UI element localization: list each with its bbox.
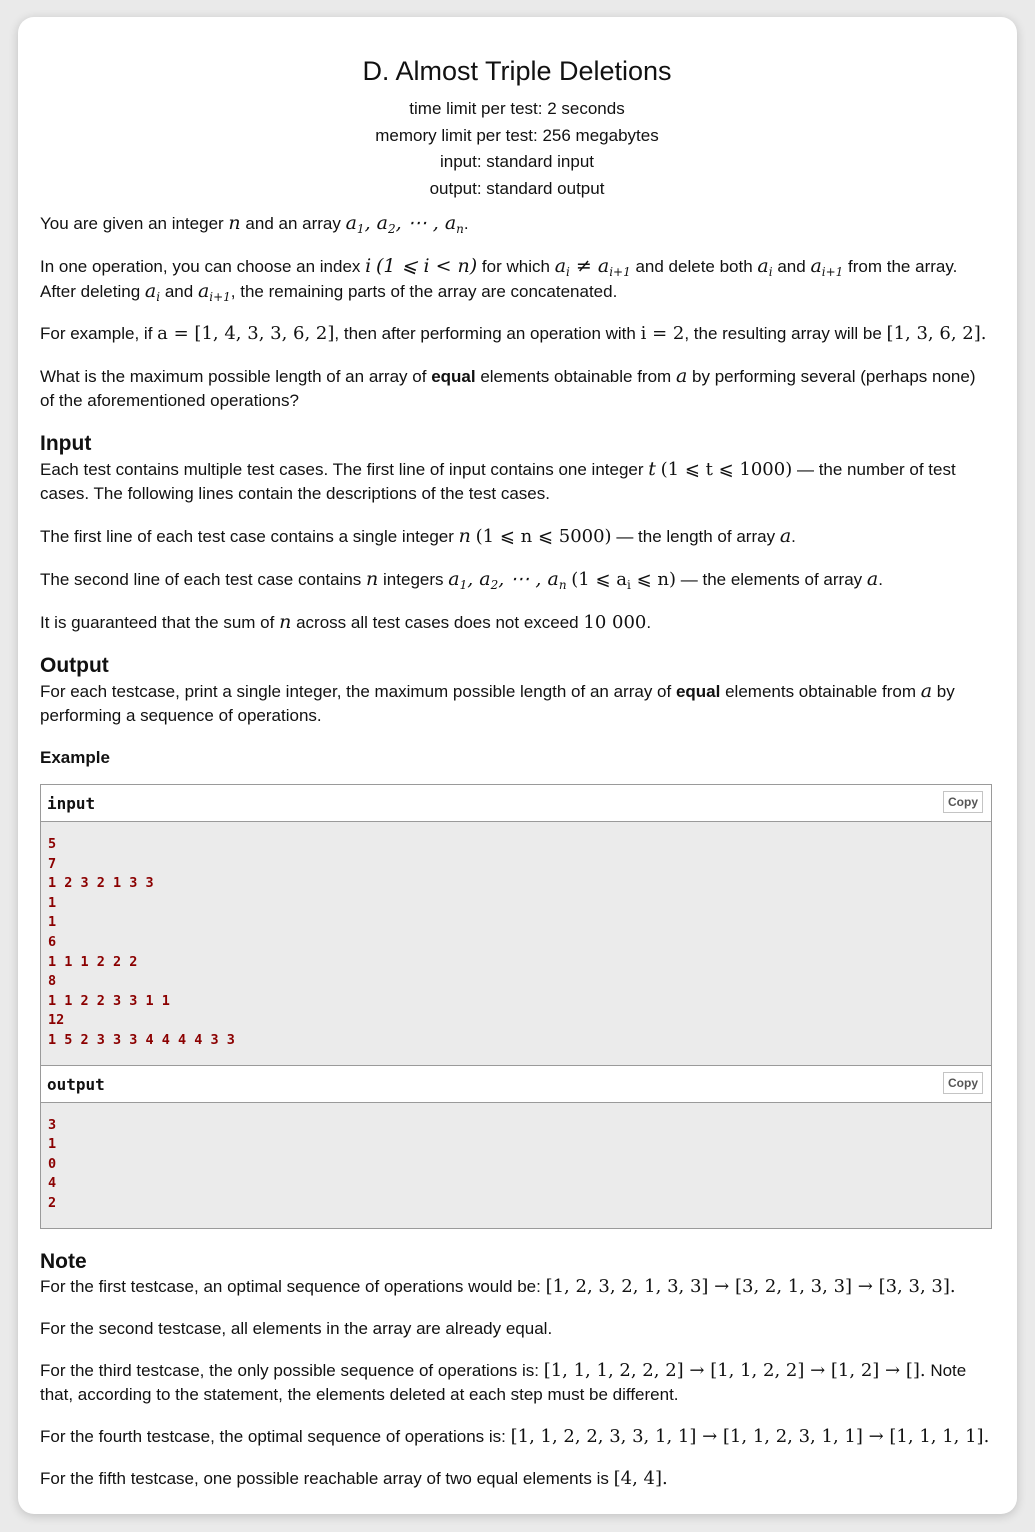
input-line: 1 5 2 3 3 3 4 4 4 4 3 3 xyxy=(48,1031,235,1048)
problem-card xyxy=(18,17,1017,1514)
input-p4: It is guaranteed that the sum of n across all test cases does not exceed 10 000. xyxy=(40,611,652,633)
sample-output-body xyxy=(41,1103,991,1228)
time-limit: time limit per test: 2 seconds xyxy=(409,99,625,118)
input-line: 5 xyxy=(48,836,57,852)
statement-p2: In one operation, you can choose an index i (1 ⩽ i < n) for which $a_i \ne a_{i+1}$ and delete both $a_i$ and $a_{i+1}$ from the array. After deleting $a_i$ and $a_{i+1}$, the remaining parts of the array are concatenated. xyxy=(40,255,958,304)
problem-title: D. Almost Triple Deletions xyxy=(362,56,672,86)
note-4: For the fourth testcase, the optimal sequence of operations is: [1, 1, 2, 2, 3, 3, 1, 1] → [1, 1, 2, 3, 1, 1] → [1, 1, 1, 1]. xyxy=(40,1425,990,1447)
example-heading: Example xyxy=(40,748,110,767)
output-p1: For each testcase, print a single integer, the maximum possible length of an array of equal elements obtainable from a by performing a sequence of operations. xyxy=(40,680,955,725)
statement-p1: You are given an integer n and an array $a_1$, $a_2$, ⋯ , $a_n$. xyxy=(40,212,469,236)
sample-input-header xyxy=(41,785,991,822)
input-p2: The first line of each test case contains a single integer n (1 ⩽ n ⩽ 5000) — the length of array a. xyxy=(40,525,796,547)
input-heading: Input xyxy=(40,432,92,455)
sample-output xyxy=(40,1066,992,1229)
note-5: For the fifth testcase, one possible reachable array of two equal elements is [4, 4]. xyxy=(40,1467,668,1489)
output-line: 2 xyxy=(48,1194,57,1211)
memory-limit: memory limit per test: 256 megabytes xyxy=(375,125,659,145)
input-line: 1 2 3 2 1 3 3 xyxy=(48,875,154,892)
output-line: 1 xyxy=(48,1136,57,1153)
problem-content xyxy=(40,55,994,1509)
copy-input-button[interactable]: Copy xyxy=(943,791,983,813)
copy-output-button[interactable]: Copy xyxy=(943,1072,983,1094)
output-line: 4 xyxy=(48,1175,57,1192)
note-3: For the third testcase, the only possible sequence of operations is: [1, 1, 1, 2, 2, 2] → [1, 1, 2, 2] → [1, 2] → []. Note that, according to the statement, the elements deleted at each step must be different. xyxy=(40,1359,967,1404)
input-p1: Each test contains multiple test cases. The first line of input contains one integer t (1 ⩽ t ⩽ 1000) — the number of test cases. The following lines contain the descriptions of the test cases. xyxy=(40,458,956,503)
sample-input-body xyxy=(41,822,991,1065)
output-spec: output: standard output xyxy=(429,178,605,198)
input-line: 1 xyxy=(48,894,57,911)
input-line: 8 xyxy=(48,973,57,990)
note-heading: Note xyxy=(40,1249,87,1273)
output-line: 0 xyxy=(48,1155,57,1172)
sample-output-label: output xyxy=(47,1074,105,1094)
statement-p3: For example, if a = [1, 4, 3, 3, 6, 2], then after performing an operation with i = 2, the resulting array will be [1, 3, 6, 2]. xyxy=(40,323,987,344)
input-line: 6 xyxy=(48,933,57,950)
input-line: 1 1 1 2 2 2 xyxy=(48,953,138,970)
sample-output-header xyxy=(41,1066,991,1103)
input-line: 1 xyxy=(48,914,57,931)
sample-input xyxy=(40,784,992,1066)
note-section xyxy=(40,1249,994,1491)
input-line: 1 1 2 2 3 3 1 1 xyxy=(48,992,170,1009)
output-heading: Output xyxy=(40,654,109,677)
input-line: 7 xyxy=(48,855,57,872)
input-spec: input: standard input xyxy=(439,152,595,171)
sample-input-label: input xyxy=(47,794,96,813)
output-line: 3 xyxy=(48,1116,57,1133)
input-line: 12 xyxy=(48,1012,65,1029)
note-2: For the second testcase, all elements in the array are already equal. xyxy=(40,1318,553,1338)
limits-block xyxy=(40,96,994,202)
note-1: For the first testcase, an optimal sequence of operations would be: [1, 2, 3, 2, 1, 3, 3] → [3, 2, 1, 3, 3] → [3, 3, 3]. xyxy=(40,1275,956,1297)
input-p3: The second line of each test case contains n integers $a_1$, $a_2$, ⋯ , $a_n$ (1 ⩽ $a_i$ ⩽ n) — the elements of array a. xyxy=(40,568,883,592)
statement-p4: What is the maximum possible length of an array of equal elements obtainable from a by performing several (perhaps none) of the aforementioned operations? xyxy=(40,365,976,410)
